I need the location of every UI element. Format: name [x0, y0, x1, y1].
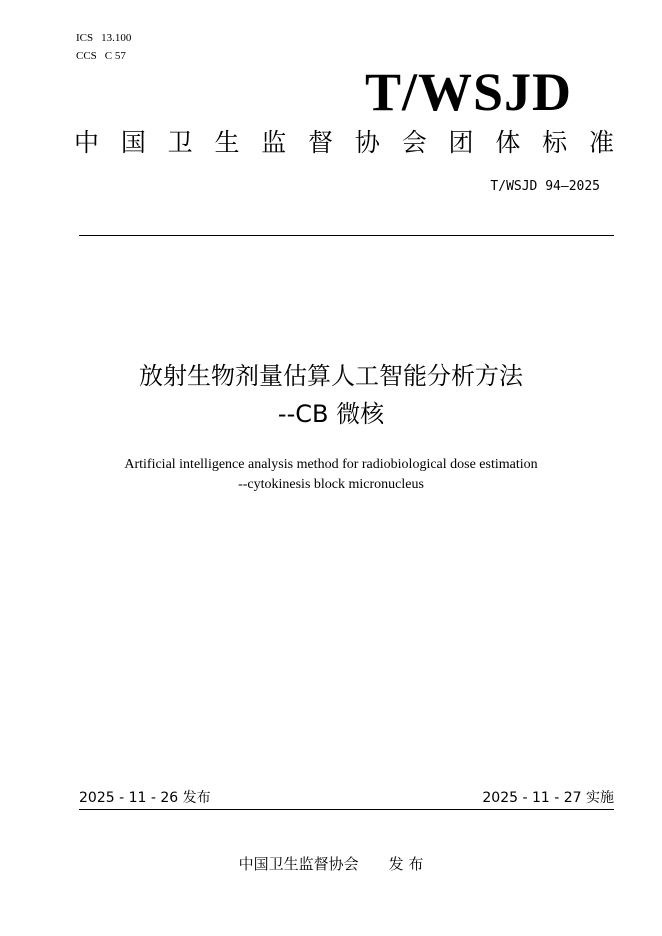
- ics-classification: [76, 31, 131, 45]
- org-char: 标: [542, 128, 568, 157]
- org-char: 生: [214, 128, 240, 157]
- title-en-line1: Artificial intelligence analysis method for radiobiological dose estimation: [124, 457, 538, 472]
- title-en-line2: --cytokinesis block micronucleus: [238, 477, 424, 492]
- title-cn-line1: 放射生物剂量估算人工智能分析方法: [139, 362, 523, 390]
- org-char: 会: [401, 128, 427, 157]
- org-char: 监: [261, 128, 287, 157]
- ccs-classification: [76, 49, 126, 63]
- org-char: 中: [74, 128, 100, 157]
- org-char: 准: [588, 128, 614, 157]
- ics-code: 13.100: [101, 32, 132, 44]
- ics-label: ICS: [76, 32, 94, 44]
- org-char: 体: [495, 128, 521, 157]
- ccs-label: CCS: [76, 50, 97, 62]
- ccs-code: C 57: [104, 50, 126, 62]
- org-standard-heading: [74, 126, 614, 160]
- implementation-date: 2025 - 11 - 27 实施: [482, 790, 614, 806]
- publisher-name: 中国卫生监督协会: [238, 855, 359, 873]
- org-char: 协: [354, 128, 380, 157]
- title-cn-line2: --CB 微核: [277, 400, 385, 428]
- org-char: 团: [448, 128, 474, 157]
- standard-number: T/WSJD 94—2025: [490, 179, 600, 194]
- top-divider: [79, 235, 614, 236]
- bottom-divider: [79, 809, 614, 810]
- standard-logo: T/WSJD: [364, 62, 572, 122]
- org-char: 国: [120, 128, 146, 157]
- publisher-line: [0, 854, 662, 874]
- publisher-action: 发 布: [388, 855, 424, 873]
- org-char: 卫: [167, 128, 193, 157]
- issue-date: 2025 - 11 - 26 发布: [79, 790, 211, 806]
- org-char: 督: [308, 128, 334, 157]
